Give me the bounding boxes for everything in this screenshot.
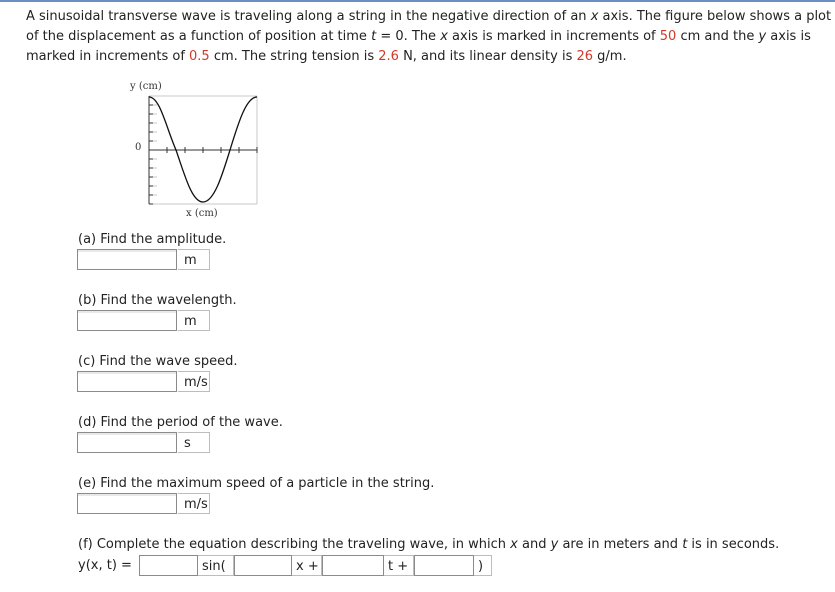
question-f-label: (f) Complete the equation describing the traveling wave, in which x and y are in meters and t is in seconds. [78,537,780,552]
question-c-label: (c) Find the wave speed. [78,354,238,369]
equation-phase-input[interactable] [414,555,474,576]
question-b-label: (b) Find the wavelength. [78,293,237,308]
answer-d-unit: s [178,432,210,453]
equation-t-plus-label: t + [384,555,414,576]
density-value: 26 [576,49,594,64]
wave-figure [110,78,270,223]
equation-amplitude-input[interactable] [139,555,198,576]
answer-e-unit: m/s [178,493,210,514]
problem-line-1: A sinusoidal transverse wave is traveling along a string in the negative direction of an x axis. The figure below shows a plot [26,9,832,24]
equation-sin-label: sin( [198,555,234,576]
answer-a-unit: m [178,249,210,270]
question-a-label: (a) Find the amplitude. [78,232,227,247]
equation-x-plus-label: x + [292,555,322,576]
tension-value: 2.6 [378,49,399,64]
top-border [0,0,835,2]
x-axis [149,147,257,153]
answer-c-unit: m/s [178,371,210,392]
answer-b-input[interactable] [77,310,177,331]
problem-line-3: marked in increments of 0.5 cm. The string tension is 2.6 N, and its linear density is 26 g/m. [26,49,627,64]
problem-statement [26,7,834,67]
question-d-label: (d) Find the period of the wave. [78,415,283,430]
answer-b-unit: m [178,310,210,331]
x-increment-value: 50 [659,29,677,44]
answer-c-input[interactable] [77,371,177,392]
zero-label: 0 [135,142,142,153]
answer-e-input[interactable] [77,493,177,514]
question-e-label: (e) Find the maximum speed of a particle in the string. [78,476,435,491]
equation-lhs: y(x, t) = [78,558,132,573]
equation-omega-input[interactable] [322,555,384,576]
y-increment-value: 0.5 [189,49,210,64]
answer-d-input[interactable] [77,432,177,453]
equation-k-input[interactable] [234,555,292,576]
answer-a-input[interactable] [77,249,177,270]
x-axis-label: x (cm) [186,208,218,219]
y-axis-label: y (cm) [130,81,162,92]
problem-line-2: of the displacement as a function of position at time t = 0. The x axis is marked in increments of 50 cm and the y axis is [26,29,811,44]
equation-close-paren: ) [474,555,492,576]
